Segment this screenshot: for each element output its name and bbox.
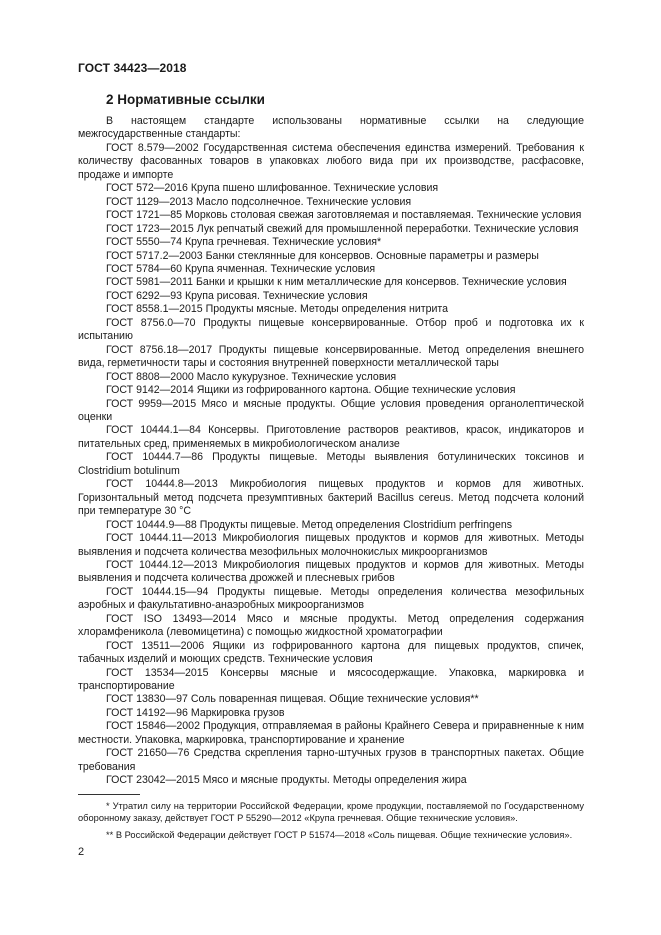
reference-item: ГОСТ 5717.2—2003 Банки стеклянные для консервов. Основные параметры и размеры (106, 249, 539, 262)
reference-item: ГОСТ 10444.11—2013 Микробиология пищевых продуктов и кормов для животных. Методы выявления и подсчета количества мезофильных молочнокислых микроорганизмов (78, 532, 584, 558)
reference-item: ГОСТ 8.579—2002 Государственная система обеспечения единства измерений. Требования к количеству фасованных товаров в упаковках любого вида при их производстве, расфасовке, продаже и импорте (78, 141, 584, 181)
page-number: 2 (78, 846, 85, 858)
reference-item: ГОСТ 21650—76 Средства скрепления тарно-штучных грузов в транспортных пакетах. Общие требования (78, 747, 584, 773)
reference-item: ГОСТ 6292—93 Крупа рисовая. Технические условия (106, 289, 368, 302)
normative-references-list (78, 115, 584, 788)
reference-item: ГОСТ 5784—60 Крупа ячменная. Технические условия (106, 262, 376, 275)
reference-item: ГОСТ 23042—2015 Мясо и мясные продукты. Методы определения жира (106, 774, 467, 787)
document-code-header: ГОСТ 34423—2018 (78, 61, 187, 75)
reference-item: ГОСТ 572—2016 Крупа пшено шлифованное. Технические условия (106, 182, 439, 195)
reference-item: ГОСТ 8808—2000 Масло кукурузное. Технические условия (106, 370, 397, 383)
reference-item: ГОСТ 10444.9—88 Продукты пищевые. Метод определения Clostridium perfringens (106, 518, 513, 531)
reference-item: ГОСТ 10444.7—86 Продукты пищевые. Методы выявления ботулинических токсинов и Clostridium botulinum (78, 451, 584, 477)
reference-item: ГОСТ 10444.1—84 Консервы. Приготовление растворов реактивов, красок, индикаторов и питательных сред, применяемых в микробиологическом анализе (78, 424, 584, 450)
reference-item: ГОСТ 1129—2013 Масло подсолнечное. Технические условия (106, 195, 412, 208)
reference-item: ГОСТ 5981—2011 Банки и крышки к ним металлические для консервов. Технические условия (106, 276, 567, 289)
reference-item: ГОСТ 8756.0—70 Продукты пищевые консервированные. Отбор проб и подготовка их к испытанию (78, 316, 584, 343)
reference-item: ГОСТ 8558.1—2015 Продукты мясные. Методы определения нитрита (106, 303, 449, 316)
reference-item: ГОСТ 15846—2002 Продукция, отправляемая в районы Крайнего Севера и приравненные к ним местности. Упаковка, маркировка, транспортирование и хранение (78, 720, 584, 746)
reference-item: ГОСТ 13511—2006 Ящики из гофрированного картона для пищевых продуктов, спичек, табачных изделий и моющих средств. Технические условия (78, 639, 584, 666)
reference-item: ГОСТ 13830—97 Соль поваренная пищевая. Общие технические условия** (106, 693, 479, 706)
reference-item: ГОСТ 14192—96 Маркировка грузов (106, 706, 285, 719)
reference-item: ГОСТ 10444.15—94 Продукты пищевые. Методы определения количества мезофильных аэробных и факультативно-анаэробных микроорганизмов (78, 585, 584, 612)
reference-item: ГОСТ 1721—85 Морковь столовая свежая заготовляемая и поставляемая. Технические условия (106, 209, 582, 222)
footnote-2: ** В Российской Федерации действует ГОСТ Р 51574—2018 «Соль пищевая. Общие технические условия». (106, 830, 573, 840)
footnote-separator (78, 794, 140, 795)
section-title: 2 Нормативные ссылки (106, 92, 265, 107)
reference-item: ГОСТ 13534—2015 Консервы мясные и мясосодержащие. Упаковка, маркировка и транспортирование (78, 666, 584, 693)
footnote-1: * Утратил силу на территории Российской Федерации, кроме продукции, поставляемой по Государственному оборонному заказу, действует ГОСТ Р 55290—2012 «Крупа гречневая. Общие технические условия». (78, 801, 584, 824)
reference-item: ГОСТ 9142—2014 Ящики из гофрированного картона. Общие технические условия (106, 384, 516, 397)
reference-item: ГОСТ 8756.18—2017 Продукты пищевые консервированные. Метод определения внешнего вида, герметичности тары и состояния внутренней поверхности металлической тары (78, 343, 584, 370)
reference-item: ГОСТ 10444.12—2013 Микробиология пищевых продуктов и кормов для животных. Методы выявления и подсчета количества дрожжей и плесневых грибов (78, 558, 584, 585)
reference-item: ГОСТ 10444.8—2013 Микробиология пищевых продуктов и кормов для животных. Горизонтальный метод подсчета презумптивных бактерий Bacillus cereus. Метод подсчета колоний при температуре 30 °С (78, 478, 584, 518)
reference-item: ГОСТ 9959—2015 Мясо и мясные продукты. Общие условия проведения органолептической оценки (78, 397, 584, 423)
intro-paragraph: В настоящем стандарте использованы нормативные ссылки на следующие межгосударственные стандарты: (78, 115, 584, 141)
reference-item: ГОСТ 1723—2015 Лук репчатый свежий для промышленной переработки. Технические условия (106, 222, 579, 235)
reference-item: ГОСТ 5550—74 Крупа гречневая. Технические условия* (106, 236, 382, 249)
reference-item: ГОСТ ISO 13493—2014 Мясо и мясные продукты. Метод определения содержания хлорамфеникола (левомицетина) с помощью жидкостной хроматографии (78, 612, 584, 639)
